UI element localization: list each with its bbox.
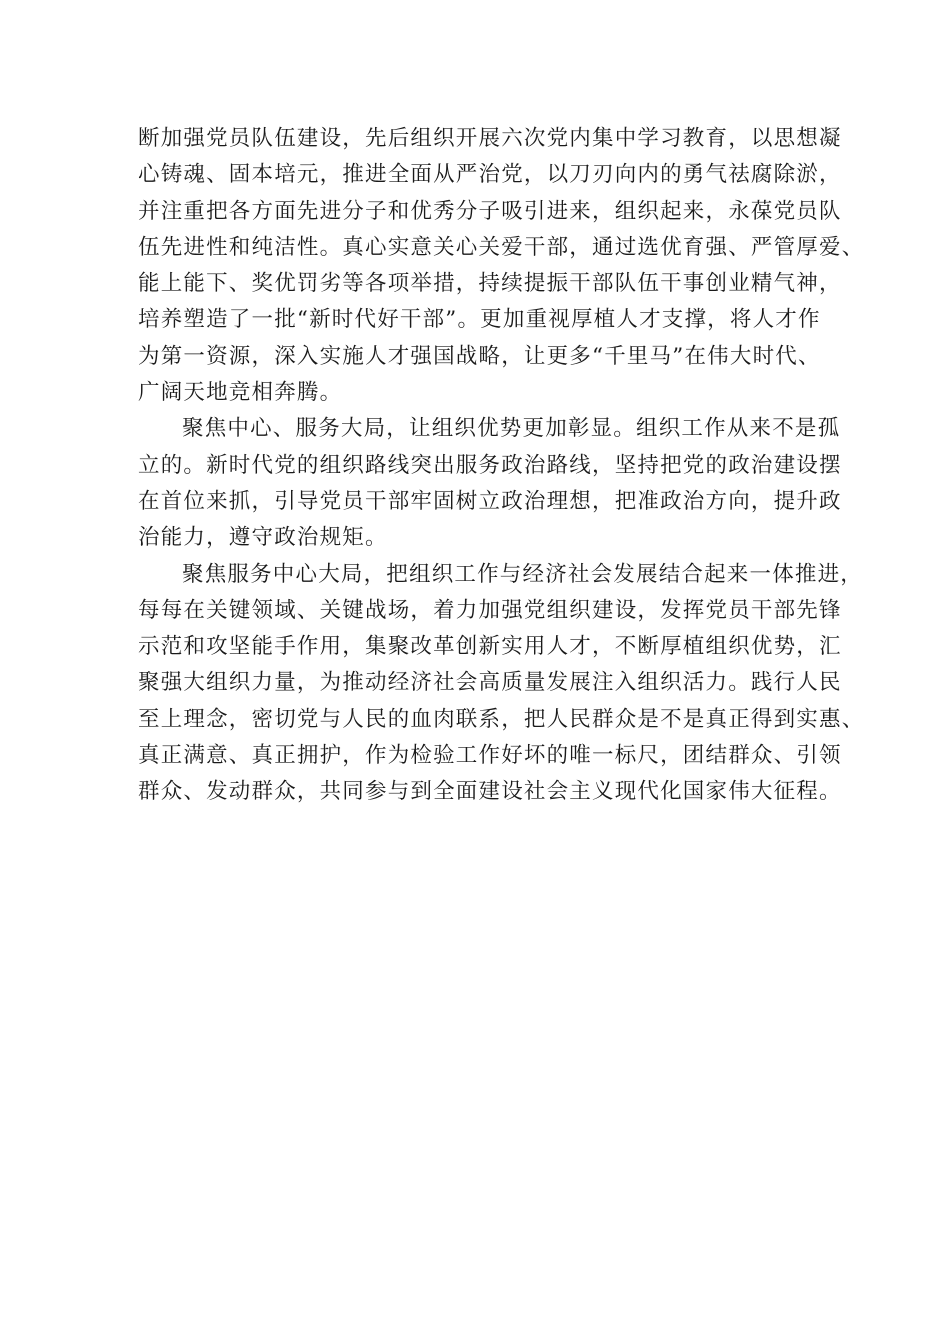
text-line: 每每在关键领域、关键战场，着力加强党组织建设，发挥党员干部先锋 xyxy=(138,597,842,623)
paragraph-2 xyxy=(138,411,858,556)
text-line: 群众、发动群众，共同参与到全面建设社会主义现代化国家伟大征程。 xyxy=(138,779,842,805)
text-line: 伍先进性和纯洁性。真心实意关心关爱干部，通过选优育强、严管厚爱、 xyxy=(138,234,865,260)
text-line: 立的。新时代党的组织路线突出服务政治路线，坚持把党的政治建设摆 xyxy=(138,452,842,478)
text-line: 断加强党员队伍建设，先后组织开展六次党内集中学习教育，以思想凝 xyxy=(138,126,842,151)
text-line: 示范和攻坚能手作用，集聚改革创新实用人才，不断厚植组织优势，汇 xyxy=(138,634,842,660)
text-line: 为第一资源，深入实施人才强国战略，让更多“千里马”在伟大时代、 xyxy=(138,343,821,369)
text-line: 能上能下、奖优罚劣等各项举措，持续提振干部队伍干事创业精气神， xyxy=(138,271,842,297)
text-line: 聚焦服务中心大局，把组织工作与经济社会发展结合起来一体推进， xyxy=(182,561,864,587)
text-line: 并注重把各方面先进分子和优秀分子吸引进来，组织起来，永葆党员队 xyxy=(138,198,842,224)
text-line: 聚焦中心、服务大局，让组织优势更加彰显。组织工作从来不是孤 xyxy=(182,416,841,442)
text-line: 心铸魂、固本培元，推进全面从严治党，以刀刃向内的勇气祛腐除淤， xyxy=(138,162,842,188)
text-line: 至上理念，密切党与人民的血肉联系，把人民群众是不是真正得到实惠、 xyxy=(138,706,865,732)
paragraph-3 xyxy=(138,557,865,811)
text-line: 培养塑造了一批“新时代好干部”。更加重视厚植人才支撑，将人才作 xyxy=(138,307,821,333)
paragraph-1 xyxy=(138,121,865,411)
text-line: 在首位来抓，引导党员干部牢固树立政治理想，把准政治方向，提升政 xyxy=(138,488,842,514)
document-body xyxy=(138,121,865,811)
text-line: 真正满意、真正拥护，作为检验工作好坏的唯一标尺，团结群众、引领 xyxy=(138,743,842,769)
text-line: 广阔天地竞相奔腾。 xyxy=(138,380,343,406)
text-line: 治能力，遵守政治规矩。 xyxy=(138,525,388,551)
text-line: 聚强大组织力量，为推动经济社会高质量发展注入组织活力。践行人民 xyxy=(138,670,842,696)
